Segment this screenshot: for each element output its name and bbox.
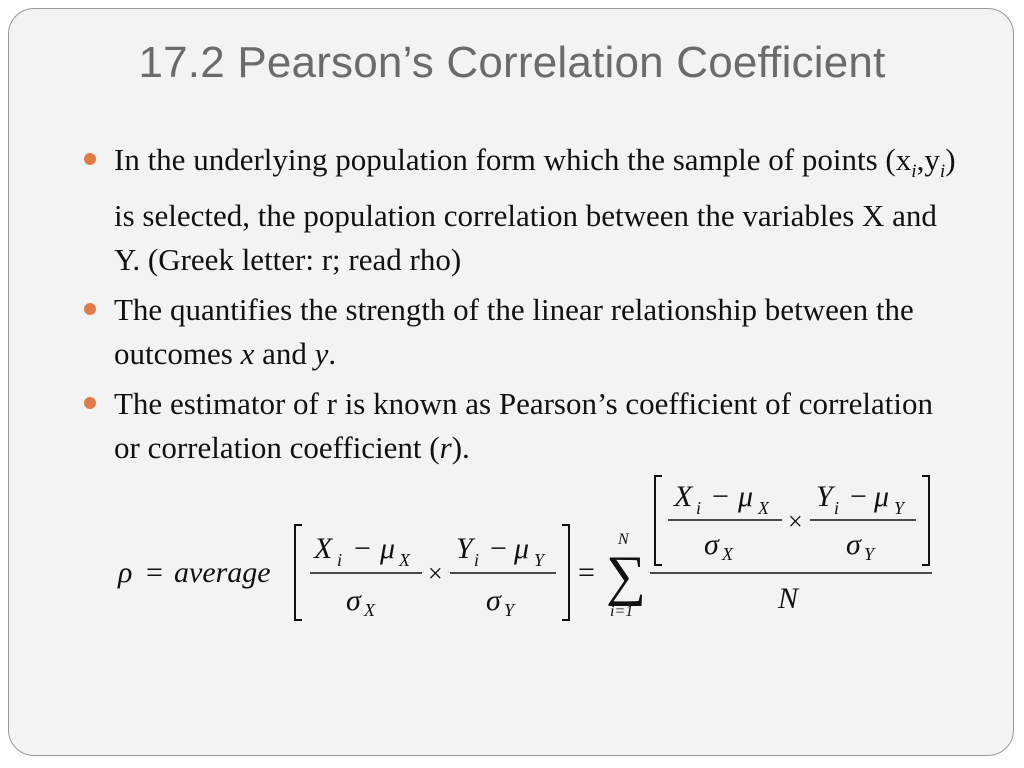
formula-mu-3: μ: [738, 480, 754, 513]
bullet-2-end: .: [328, 336, 337, 372]
bullet-1-subscript-b: i: [939, 161, 946, 183]
bullet-2-text-a: The quantifies the strength of the linear relationship between the outcomes: [114, 292, 914, 372]
bullet-list: [84, 138, 964, 476]
formula-sum-symbol: ∑: [606, 545, 646, 607]
formula-sigma-3: σ: [704, 528, 719, 561]
formula-inner-left-bracket: [655, 476, 662, 565]
formula-sigma-sub-y-2: Y: [864, 544, 875, 564]
formula-mu-4: μ: [874, 480, 890, 513]
formula-minus-3: −: [712, 480, 729, 513]
formula-mu-sub-x-1: X: [399, 550, 410, 570]
formula-times-1: ×: [428, 559, 443, 588]
formula-minus-4: −: [850, 480, 867, 513]
formula-right-bracket: [562, 525, 569, 620]
formula-x-1: X: [314, 532, 333, 565]
formula-sum-lower: i=1: [610, 603, 634, 620]
formula-y-1: Y: [456, 532, 473, 565]
formula-i-1: i: [337, 550, 343, 570]
formula-sigma-1: σ: [346, 584, 361, 617]
bullet-3-r: r: [439, 430, 452, 466]
formula-sigma-4: σ: [846, 528, 861, 561]
bullet-2-and: and: [254, 336, 315, 372]
bullet-icon: [84, 397, 96, 409]
formula-mu-sub-y-2: Y: [894, 498, 905, 518]
formula-y-2: Y: [816, 480, 833, 513]
formula-sigma-2: σ: [486, 584, 501, 617]
bullet-1-text-b: ,y: [916, 142, 940, 177]
formula-x-2: X: [674, 480, 693, 513]
formula-rho: ρ: [118, 556, 133, 589]
formula-minus-2: −: [490, 532, 507, 565]
bullet-3-text-a: The estimator of r is known as Pearson’s coefficient of correlation or correlation coefficient (: [114, 386, 933, 466]
formula-sum-upper: N: [618, 531, 629, 548]
formula-mu-2: μ: [514, 532, 530, 565]
formula-denominator-n: N: [778, 582, 799, 615]
formula-i-3: i: [696, 498, 702, 518]
bullet-item-3: [84, 382, 964, 470]
bullet-1-subscript-a: i: [911, 161, 917, 183]
formula-mu-sub-x-2: X: [758, 498, 769, 518]
correlation-formula: [110, 470, 950, 640]
formula-sigma-sub-y-1: Y: [504, 600, 515, 620]
bullet-2-x: x: [240, 336, 255, 372]
bullet-1-text-a: In the underlying population form which the sample of points (x: [114, 142, 912, 177]
formula-minus-1: −: [354, 532, 371, 565]
formula-i-4: i: [834, 498, 840, 518]
formula-sigma-sub-x-1: X: [364, 600, 375, 620]
formula-left-bracket: [295, 525, 302, 620]
formula-inner-right-bracket: [922, 476, 929, 565]
formula-sigma-sub-x-2: X: [722, 544, 733, 564]
formula-equals-2: =: [578, 556, 595, 589]
bullet-1-text-c: ) is selected, the population correlation between the variables X and Y. (Greek letter: r; read rho): [114, 142, 956, 278]
formula-mu-sub-y-1: Y: [534, 550, 545, 570]
formula-mu-1: μ: [380, 532, 396, 565]
formula-i-2: i: [474, 550, 480, 570]
bullet-3-end: ).: [451, 430, 470, 466]
bullet-item-1: [84, 138, 964, 282]
bullet-icon: [84, 153, 96, 165]
formula-equals-1: =: [146, 556, 163, 589]
formula-average: average: [174, 556, 271, 589]
bullet-item-2: [84, 288, 964, 376]
bullet-2-y: y: [314, 336, 329, 372]
slide-title: 17.2 Pearson’s Correlation Coefficient: [138, 38, 886, 87]
bullet-icon: [84, 303, 96, 315]
formula-times-2: ×: [788, 507, 803, 536]
